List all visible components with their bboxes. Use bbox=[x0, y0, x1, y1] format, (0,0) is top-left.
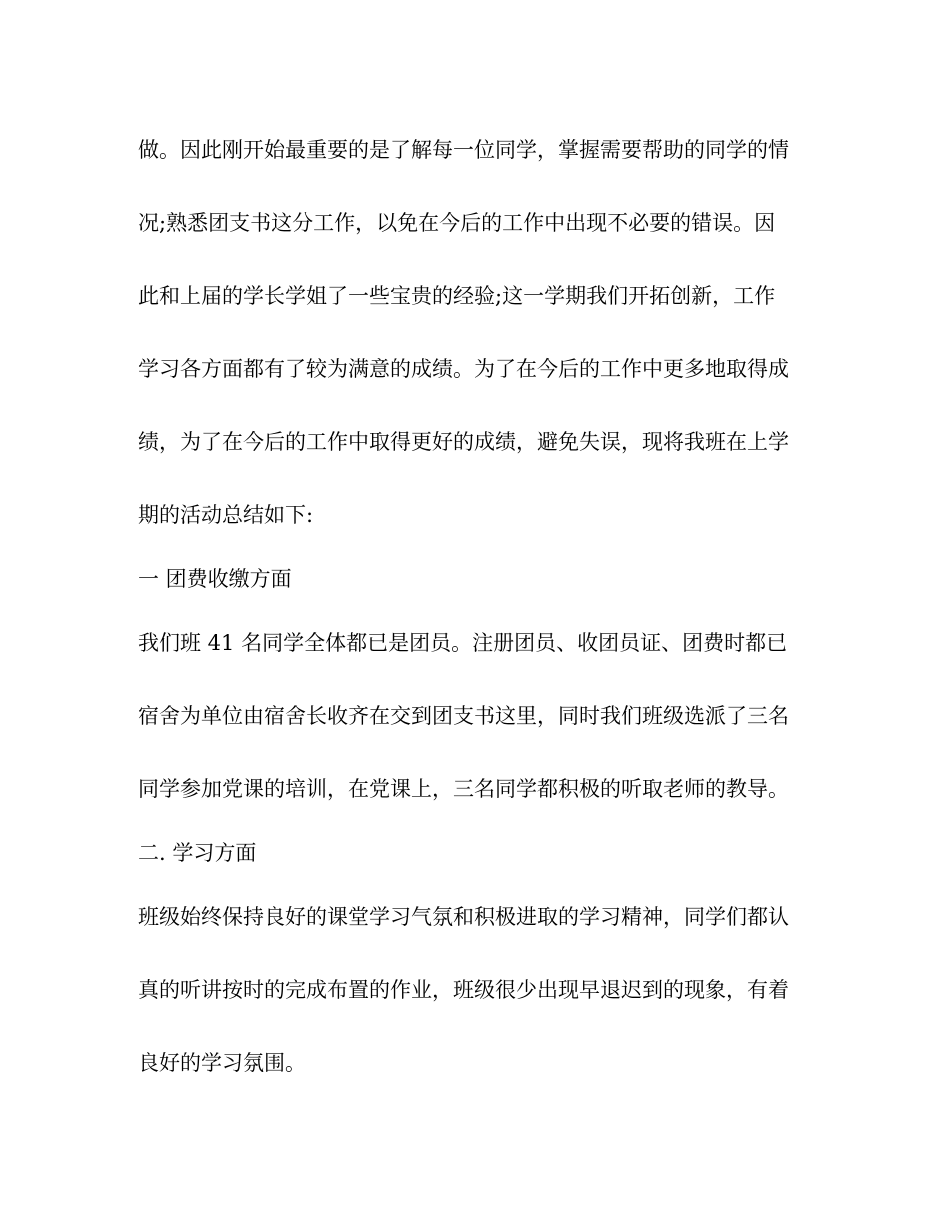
document-body bbox=[138, 138, 828, 1075]
paragraph-line: 此和上届的学长学姐了一些宝贵的经验;这一学期我们开拓创新，工作 bbox=[138, 284, 776, 308]
section-heading: 二. 学习方面 bbox=[138, 841, 257, 865]
paragraph-line: 良好的学习氛围。 bbox=[138, 1051, 306, 1075]
paragraph-line: 宿舍为单位由宿舍长收齐在交到团支书这里，同时我们班级选派了三名 bbox=[138, 704, 789, 728]
paragraph-line: 我们班 41 名同学全体都已是团员。注册团员、收团员证、团费时都已 bbox=[138, 631, 788, 655]
paragraph-line: 同学参加党课的培训，在党课上，三名同学都积极的听取老师的教导。 bbox=[138, 777, 789, 801]
paragraph-line: 期的活动总结如下: bbox=[138, 503, 314, 527]
paragraph-line: 绩，为了在今后的工作中取得更好的成绩，避免失误，现将我班在上学 bbox=[138, 430, 789, 454]
paragraph-line: 学习各方面都有了较为满意的成绩。为了在今后的工作中更多地取得成 bbox=[138, 357, 789, 381]
paragraph-line: 况;熟悉团支书这分工作，以免在今后的工作中出现不必要的错误。因 bbox=[138, 211, 776, 235]
section-heading: 一 团费收缴方面 bbox=[138, 567, 292, 591]
paragraph-line: 做。因此刚开始最重要的是了解每一位同学，掌握需要帮助的同学的情 bbox=[138, 138, 789, 162]
paragraph-line: 班级始终保持良好的课堂学习气氛和积极进取的学习精神，同学们都认 bbox=[138, 905, 789, 929]
paragraph-line: 真的听讲按时的完成布置的作业，班级很少出现早退迟到的现象，有着 bbox=[138, 978, 789, 1002]
